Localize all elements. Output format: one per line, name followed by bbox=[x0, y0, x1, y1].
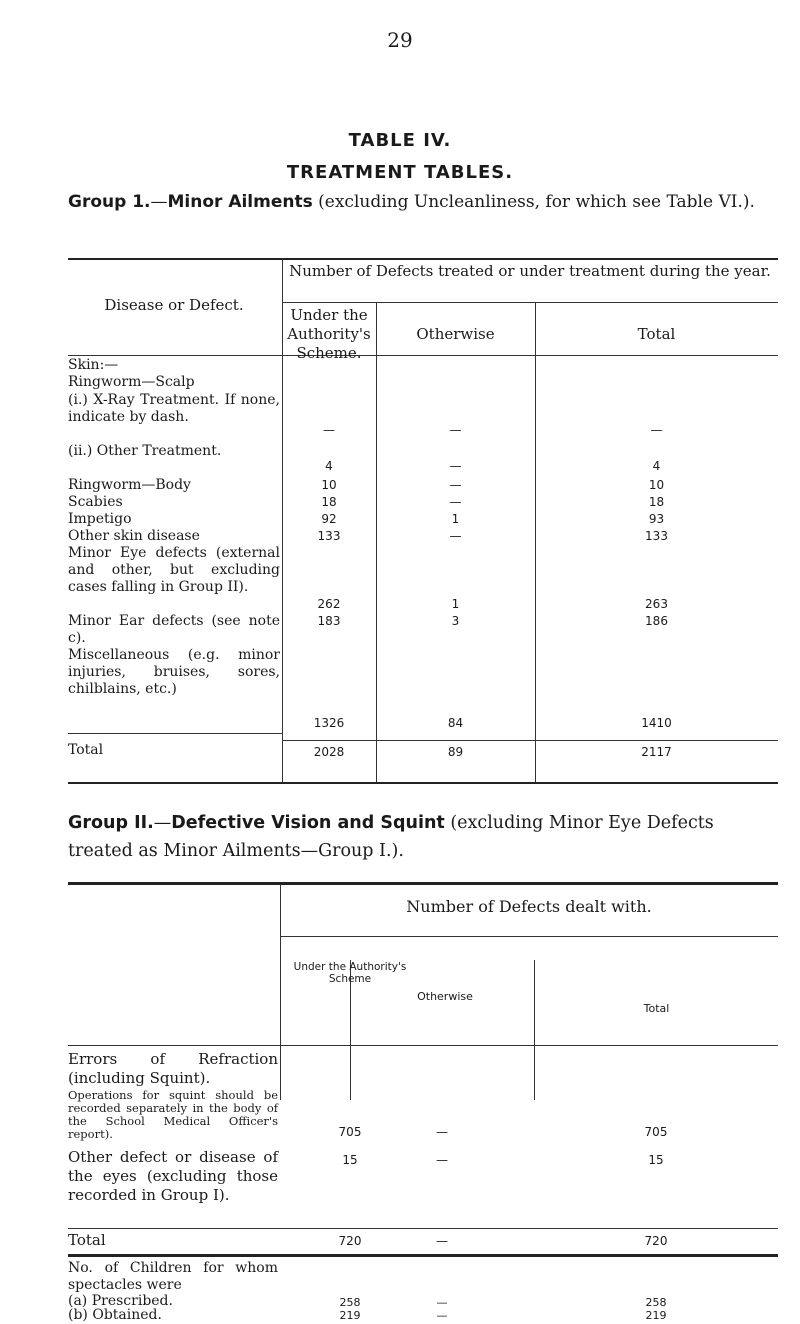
g1-cell: 4 bbox=[652, 459, 661, 473]
group1-caption bbox=[68, 190, 768, 214]
g2-col-otherwise: Otherwise bbox=[417, 990, 473, 1003]
spectacles-a-label: (a) Prescribed. bbox=[68, 1293, 173, 1309]
g1-cell: — bbox=[449, 423, 462, 437]
g2-cell: — bbox=[436, 1153, 448, 1167]
g1-cell: — bbox=[449, 478, 462, 492]
g1-cell: 186 bbox=[645, 614, 668, 628]
g1-col-total: Total bbox=[637, 325, 676, 343]
g2-row-label: Errors of Refraction (including Squint). bbox=[68, 1050, 278, 1087]
g1-cell: 93 bbox=[648, 512, 665, 526]
g1-col-group: Number of Defects treated or under treatment during the year. bbox=[289, 262, 771, 280]
g1-cell: — bbox=[323, 423, 335, 437]
g2-cell: 258 bbox=[645, 1296, 667, 1309]
g1-cell: 10 bbox=[321, 478, 337, 492]
g1-cell: 183 bbox=[317, 614, 341, 628]
g2-cell: 15 bbox=[342, 1153, 358, 1167]
group2-label: Group II. bbox=[68, 813, 154, 833]
g1-cell: 4 bbox=[325, 459, 333, 473]
g1-cell: — bbox=[650, 423, 663, 437]
g2-cell: — bbox=[436, 1234, 448, 1248]
group2-dash: — bbox=[153, 813, 172, 833]
g1-cell: 18 bbox=[321, 495, 337, 509]
g1-cell: 84 bbox=[447, 716, 464, 730]
g1-cell: 1 bbox=[451, 512, 460, 526]
g1-label-underline bbox=[68, 733, 282, 734]
g2-subhead-rule bbox=[280, 936, 778, 937]
g1-row-label: Skin:— bbox=[68, 357, 119, 373]
g1-cell: 3 bbox=[451, 614, 460, 628]
g1-total-rule bbox=[282, 740, 778, 741]
section-title: TREATMENT TABLES. bbox=[286, 162, 514, 183]
g2-head-rule bbox=[68, 1045, 778, 1046]
g1-row-label: Miscellaneous (e.g. minor injuries, bruises, sores, chilblains, etc.) bbox=[68, 647, 280, 697]
g2-vline-3 bbox=[534, 960, 535, 1100]
g2-top-rule bbox=[68, 882, 778, 885]
group2-caption bbox=[68, 809, 778, 865]
g1-row-label: Minor Eye defects (external and other, but excluding cases falling in Group II). bbox=[68, 545, 280, 595]
g2-col-group: Number of Defects dealt with. bbox=[406, 897, 652, 916]
g2-cell: 705 bbox=[338, 1125, 362, 1139]
spectacles-b-label: (b) Obtained. bbox=[68, 1307, 162, 1323]
g1-cell: — bbox=[449, 495, 462, 509]
g1-row-label: Impetigo bbox=[68, 511, 132, 527]
g1-cell: 133 bbox=[317, 529, 341, 543]
g1-row-label: Scabies bbox=[68, 494, 123, 510]
g1-head-rule bbox=[68, 355, 778, 356]
g1-subhead-rule bbox=[282, 302, 778, 303]
g2-cell: 258 bbox=[339, 1296, 361, 1309]
g1-cell: 1326 bbox=[313, 716, 345, 730]
g2-cell: 720 bbox=[338, 1234, 362, 1248]
g2-row-label: Other defect or disease of the eyes (excluding those recorded in Group I). bbox=[68, 1148, 278, 1204]
g2-col-total: Total bbox=[643, 1002, 670, 1015]
g1-cell: — bbox=[449, 459, 462, 473]
g2-cell: 720 bbox=[644, 1234, 668, 1248]
g2-cell: 705 bbox=[644, 1125, 668, 1139]
g1-row-label: Minor Ear defects (see note c). bbox=[68, 613, 280, 646]
g1-row-label: Ringworm—Scalp bbox=[68, 374, 195, 390]
g1-cell: 133 bbox=[645, 529, 668, 543]
g1-cell: 2028 bbox=[313, 745, 345, 759]
g1-cell: 18 bbox=[648, 495, 665, 509]
g2-col-scheme: Under the Authority's Scheme bbox=[293, 961, 407, 985]
g2-cell: 15 bbox=[648, 1153, 664, 1167]
g2-row-note: Operations for squint should be recorded separately in the body of the School Medical Officer's report). bbox=[68, 1088, 278, 1141]
g2-total-label: Total bbox=[68, 1231, 106, 1249]
table-title: TABLE IV. bbox=[348, 130, 452, 151]
g1-row-label: Ringworm—Body bbox=[68, 477, 191, 493]
g2-cell: — bbox=[436, 1296, 448, 1309]
g1-bottom-rule bbox=[68, 782, 778, 784]
g1-cell: 262 bbox=[317, 597, 341, 611]
g2-cell: — bbox=[436, 1125, 448, 1139]
group1-label2: Minor Ailments bbox=[167, 192, 313, 212]
g2-cell: 219 bbox=[645, 1309, 667, 1322]
g2-bottom-rule bbox=[68, 1254, 778, 1257]
g2-cell: — bbox=[436, 1309, 448, 1322]
g1-col-disease: Disease or Defect. bbox=[104, 296, 244, 314]
g1-cell: 1 bbox=[451, 597, 460, 611]
group1-caption-text: (excluding Uncleanliness, for which see Table VI.). bbox=[312, 192, 755, 212]
g1-cell: 2117 bbox=[641, 745, 672, 759]
g2-total-rule bbox=[68, 1228, 778, 1229]
g1-row-label: (i.) X-Ray Treatment. If none, indicate by dash. bbox=[68, 392, 280, 425]
g1-total-label: Total bbox=[68, 742, 104, 758]
g1-cell: 10 bbox=[648, 478, 665, 492]
g1-cell: 89 bbox=[447, 745, 464, 759]
g2-cell: 219 bbox=[339, 1309, 361, 1322]
g1-cell: 92 bbox=[321, 512, 337, 526]
g1-cell: — bbox=[449, 529, 462, 543]
g1-col-scheme: Under the Authority's Scheme. bbox=[287, 306, 371, 362]
group2-caption-text: (excluding Minor Eye Defects treated as Minor Ailments—Group I.). bbox=[68, 813, 714, 861]
g2-vline-1 bbox=[280, 884, 281, 1100]
group1-label: Group 1. bbox=[68, 192, 151, 212]
g1-row-label: (ii.) Other Treatment. bbox=[68, 443, 222, 459]
group1-dash: — bbox=[150, 192, 168, 212]
group2-label2: Defective Vision and Squint bbox=[171, 813, 445, 833]
g1-row-label: Other skin disease bbox=[68, 528, 200, 544]
g1-top-rule bbox=[68, 258, 778, 260]
spectacles-label: No. of Children for whom spectacles were bbox=[68, 1260, 278, 1293]
g1-col-otherwise: Otherwise bbox=[416, 325, 495, 343]
page-number: 29 bbox=[387, 28, 413, 52]
g1-cell: 1410 bbox=[641, 716, 672, 730]
g1-cell: 263 bbox=[645, 597, 668, 611]
